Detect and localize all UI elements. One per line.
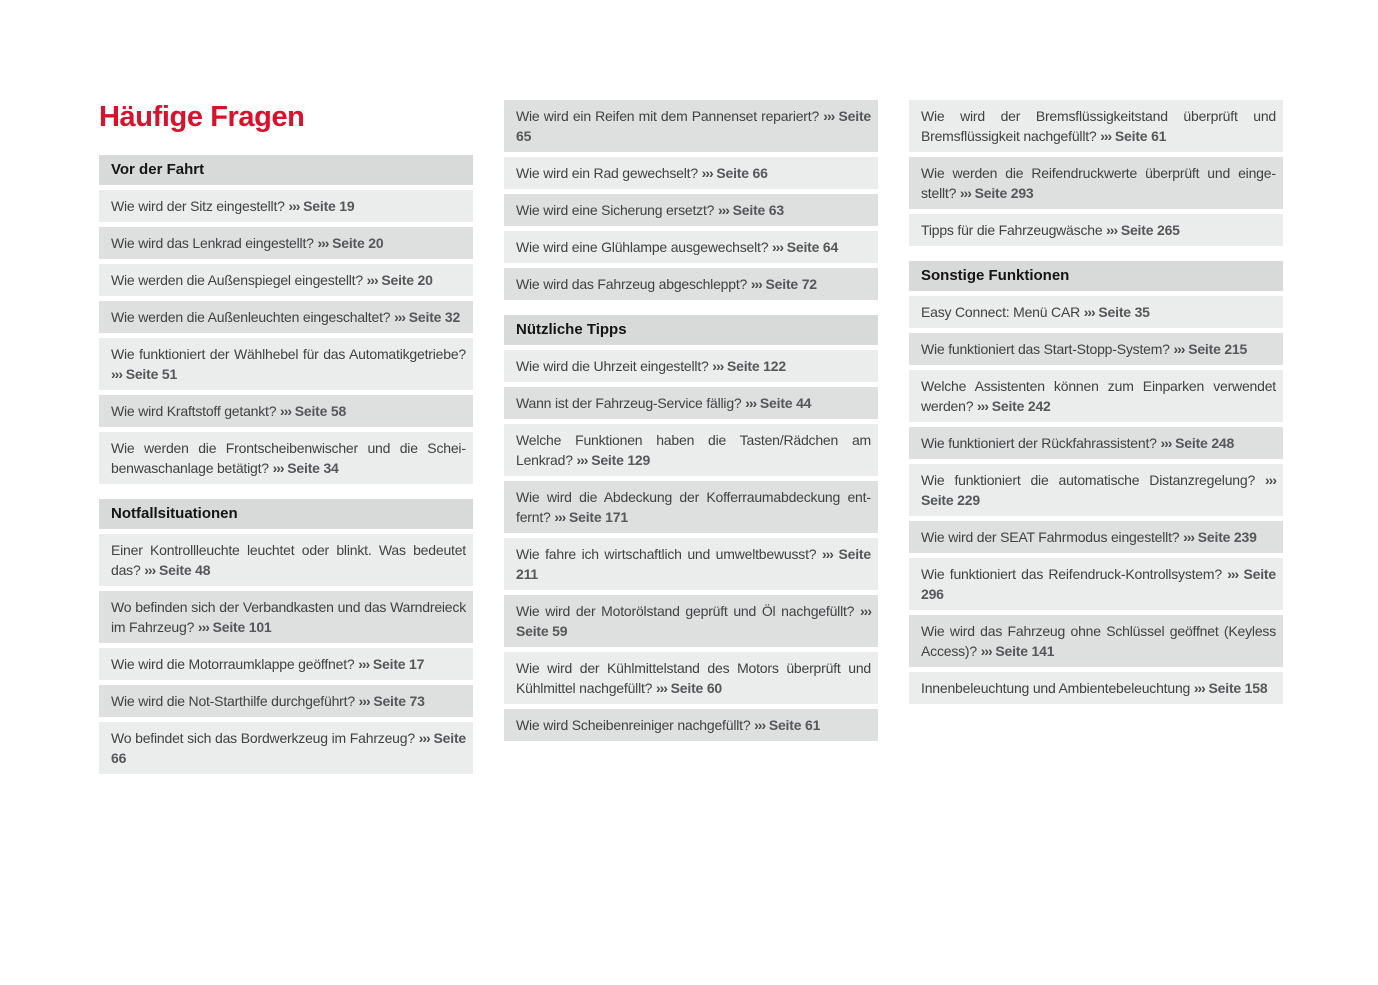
question-text: Wo befinden sich der Verbandkasten und das Warndreieck im Fahrzeug?	[111, 599, 466, 635]
page-title: Häufige Fragen	[99, 101, 305, 133]
question-text: Wie wird der Kühlmittelstand des Motors überprüft und Kühlmittel nachgefüllt?	[516, 660, 871, 696]
page-ref: Seite 35	[1098, 304, 1150, 320]
page-ref-arrow-icon: ›››	[750, 276, 762, 292]
faq-item	[504, 231, 878, 263]
faq-item	[504, 709, 878, 741]
faq-item	[909, 672, 1283, 704]
faq-item	[99, 264, 473, 296]
faq-item	[909, 157, 1283, 209]
question-text: Innenbeleuchtung und Ambientebeleuchtung	[921, 680, 1191, 696]
page-ref-arrow-icon: ›››	[197, 619, 209, 635]
faq-item	[504, 350, 878, 382]
faq-item	[99, 591, 473, 643]
faq-item	[909, 333, 1283, 365]
faq-item	[504, 652, 878, 704]
question-text: Wie wird der SEAT Fahrmodus eingestellt?	[921, 529, 1180, 545]
faq-item	[99, 648, 473, 680]
page-ref: Seite 122	[727, 358, 786, 374]
question-text: Wie wird eine Glühlampe ausgewechselt?	[516, 239, 769, 255]
faq-item	[909, 214, 1283, 246]
question-text: Wie wird ein Rad gewechselt?	[516, 165, 698, 181]
column-1	[99, 100, 473, 779]
column-3	[909, 100, 1283, 709]
faq-item	[99, 301, 473, 333]
section-header: Vor der Fahrt	[99, 155, 473, 185]
page-ref: Seite 265	[1120, 222, 1180, 238]
page-ref-arrow-icon: ›››	[1183, 529, 1195, 545]
question-text: Wie wird der Motorölstand geprüft und Öl nachgefüllt?	[516, 603, 855, 619]
page-ref: Seite 19	[303, 198, 355, 214]
faq-item	[99, 432, 473, 484]
page-ref: Seite 17	[372, 656, 425, 672]
faq-item	[504, 595, 878, 647]
page-ref: Seite 66	[111, 730, 466, 766]
faq-item	[99, 534, 473, 586]
page-ref: Seite 293	[974, 185, 1034, 201]
question-text: Tipps für die Fahrzeugwäsche	[921, 222, 1103, 238]
page-ref-arrow-icon: ›››	[977, 398, 989, 414]
page-ref: Seite 211	[516, 546, 871, 582]
page-ref: Seite 296	[921, 566, 1276, 602]
page-ref: Seite 34	[287, 460, 339, 476]
question-text: Wie werden die Frontscheibenwischer und die Scheibenwaschanlage betätigt?	[111, 440, 466, 476]
faq-item	[99, 338, 473, 390]
section-header: Notfallsituationen	[99, 499, 473, 529]
question-text: Wie werden die Außenspiegel eingestellt?	[111, 272, 363, 288]
page-ref-arrow-icon: ›››	[358, 693, 370, 709]
page-ref: Seite 242	[991, 398, 1051, 414]
question-text: Wie werden die Reifendruckwerte überprüft und eingestellt?	[921, 165, 1276, 201]
page-ref-arrow-icon: ›››	[394, 309, 406, 325]
page-ref-arrow-icon: ›››	[980, 643, 992, 659]
page-ref: Seite 32	[408, 309, 461, 325]
question-text: Wie funktioniert der Rückfahrassistent?	[921, 435, 1157, 451]
page-ref-arrow-icon: ›››	[712, 358, 724, 374]
column-3-entries	[909, 100, 1283, 704]
page-ref: Seite 171	[569, 509, 628, 525]
page-ref: Seite 20	[332, 235, 384, 251]
question-text: Welche Funktionen haben die Tasten/Rädchen am Lenkrad?	[516, 432, 871, 468]
question-text: Wie wird die Motorraumklappe geöffnet?	[111, 656, 355, 672]
faq-item	[99, 190, 473, 222]
question-text: Wann ist der Fahrzeug-Service fällig?	[516, 395, 742, 411]
page-ref-arrow-icon: ›››	[554, 509, 566, 525]
page-ref-arrow-icon: ›››	[288, 198, 300, 214]
page-ref: Seite 72	[765, 276, 817, 292]
page-ref-arrow-icon: ›››	[1193, 680, 1205, 696]
question-text: Wo befindet sich das Bordwerkzeug im Fahrzeug?	[111, 730, 415, 746]
question-text: Wie wird ein Reifen mit dem Pannenset repariert?	[516, 108, 820, 124]
faq-item	[504, 424, 878, 476]
page-ref-arrow-icon: ›››	[754, 717, 766, 733]
question-text: Wie wird die Uhrzeit eingestellt?	[516, 358, 709, 374]
column-1-entries	[99, 155, 473, 774]
page-ref: Seite 58	[294, 403, 347, 419]
page-ref-arrow-icon: ›››	[821, 546, 833, 562]
section-header: Nützliche Tipps	[504, 315, 878, 345]
question-text: Welche Assistenten können zum Einparken verwendet werden?	[921, 378, 1276, 414]
page-ref-arrow-icon: ›››	[1106, 222, 1118, 238]
page-ref: Seite 64	[786, 239, 839, 255]
faq-item	[504, 157, 878, 189]
question-text: Wie wird Scheibenreiniger nachgefüllt?	[516, 717, 751, 733]
question-text: Wie fahre ich wirtschaftlich und umweltbewusst?	[516, 546, 817, 562]
page-ref: Seite 48	[158, 562, 211, 578]
faq-item	[99, 685, 473, 717]
page-ref-arrow-icon: ›››	[959, 185, 971, 201]
page-ref: Seite 229	[921, 492, 980, 508]
page-ref: Seite 59	[516, 623, 568, 639]
page-ref: Seite 65	[516, 108, 871, 144]
page-ref: Seite 44	[759, 395, 812, 411]
page-ref: Seite 73	[373, 693, 425, 709]
section-header: Sonstige Funktionen	[909, 261, 1283, 291]
question-text: Wie wird eine Sicherung ersetzt?	[516, 202, 715, 218]
page-ref-arrow-icon: ›››	[418, 730, 430, 746]
question-text: Wie wird das Fahrzeug ohne Schlüssel geöffnet (Keyless Access)?	[921, 623, 1276, 659]
faq-item	[99, 227, 473, 259]
question-text: Wie werden die Außenleuchten eingeschaltet?	[111, 309, 391, 325]
question-text: Wie funktioniert der Wählhebel für das Automatikgetriebe?	[111, 346, 466, 362]
column-2-entries	[504, 100, 878, 741]
question-text: Wie wird der Sitz eingestellt?	[111, 198, 285, 214]
question-text: Wie wird die Abdeckung der Kofferraumabdeckung entfernt?	[516, 489, 871, 525]
faq-item	[504, 100, 878, 152]
page-ref-arrow-icon: ›››	[358, 656, 370, 672]
faq-item	[504, 538, 878, 590]
page-ref: Seite 101	[212, 619, 272, 635]
faq-item	[909, 464, 1283, 516]
page-ref-arrow-icon: ›››	[366, 272, 378, 288]
page-ref: Seite 141	[995, 643, 1055, 659]
page-ref-arrow-icon: ›››	[1083, 304, 1095, 320]
page-ref-arrow-icon: ›››	[823, 108, 835, 124]
question-text: Einer Kontrollleuchte leuchtet oder blinkt. Was bedeutet das?	[111, 542, 466, 578]
faq-item	[909, 100, 1283, 152]
page-ref-arrow-icon: ›››	[317, 235, 329, 251]
question-text: Wie funktioniert die automatische Distanzregelung?	[921, 472, 1256, 488]
faq-item	[504, 481, 878, 533]
page-ref: Seite 63	[732, 202, 784, 218]
page-ref-arrow-icon: ›››	[745, 395, 757, 411]
faq-item	[909, 427, 1283, 459]
page-ref: Seite 61	[768, 717, 821, 733]
page-ref: Seite 215	[1188, 341, 1248, 357]
page-ref-arrow-icon: ›››	[576, 452, 588, 468]
page-ref-arrow-icon: ›››	[1265, 472, 1276, 488]
faq-item	[99, 395, 473, 427]
page-ref: Seite 129	[591, 452, 651, 468]
faq-item	[909, 521, 1283, 553]
question-text: Wie wird die Not-Starthilfe durchgeführt?	[111, 693, 355, 709]
page-ref-arrow-icon: ›››	[860, 603, 871, 619]
faq-item	[909, 370, 1283, 422]
page-ref: Seite 66	[716, 165, 768, 181]
page-ref-arrow-icon: ›››	[144, 562, 156, 578]
page-ref: Seite 158	[1208, 680, 1268, 696]
question-text: Easy Connect: Menü CAR	[921, 304, 1081, 320]
page-ref-arrow-icon: ›››	[655, 680, 667, 696]
page-ref: Seite 239	[1197, 529, 1257, 545]
page-ref-arrow-icon: ›››	[701, 165, 713, 181]
question-text: Wie funktioniert das Reifendruck-Kontrollsystem?	[921, 566, 1222, 582]
question-text: Wie wird das Fahrzeug abgeschleppt?	[516, 276, 748, 292]
question-text: Wie funktioniert das Start-Stopp-System?	[921, 341, 1170, 357]
page-ref: Seite 51	[125, 366, 178, 382]
page-ref-arrow-icon: ›››	[1227, 566, 1239, 582]
page-ref-arrow-icon: ›››	[280, 403, 292, 419]
question-text: Wie wird Kraftstoff getankt?	[111, 403, 277, 419]
faq-item	[504, 387, 878, 419]
page-ref-arrow-icon: ›››	[1173, 341, 1185, 357]
page-ref: Seite 248	[1175, 435, 1235, 451]
faq-item	[504, 268, 878, 300]
faq-item	[504, 194, 878, 226]
question-text: Wie wird der Bremsflüssigkeitstand überprüft und Bremsflüssigkeit nachgefüllt?	[921, 108, 1276, 144]
page-ref-arrow-icon: ›››	[1100, 128, 1112, 144]
column-2	[504, 100, 878, 746]
page-ref: Seite 20	[381, 272, 433, 288]
page-ref-arrow-icon: ›››	[772, 239, 784, 255]
page-ref-arrow-icon: ›››	[272, 460, 284, 476]
faq-item	[909, 615, 1283, 667]
faq-item	[99, 722, 473, 774]
faq-item	[909, 558, 1283, 610]
page-ref: Seite 60	[670, 680, 722, 696]
page-ref: Seite 61	[1114, 128, 1167, 144]
page-ref-arrow-icon: ›››	[111, 366, 122, 382]
page-ref-arrow-icon: ›››	[1160, 435, 1172, 451]
question-text: Wie wird das Lenkrad eingestellt?	[111, 235, 314, 251]
faq-item	[909, 296, 1283, 328]
page-ref-arrow-icon: ›››	[717, 202, 729, 218]
